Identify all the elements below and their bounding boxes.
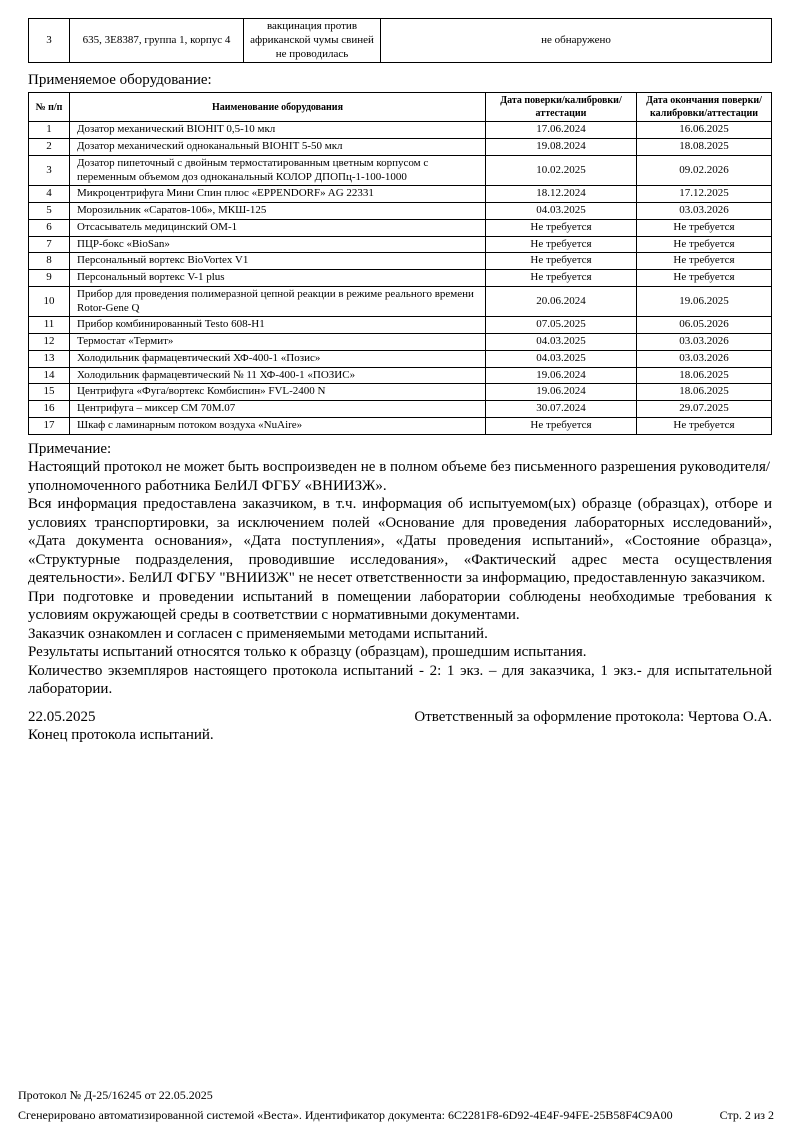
equipment-date-cell: 30.07.2024 — [486, 401, 637, 418]
equipment-date-end-cell: 17.12.2025 — [637, 186, 772, 203]
equipment-date-end-cell: 18.08.2025 — [637, 139, 772, 156]
equipment-row — [29, 186, 772, 203]
note-paragraph: Заказчик ознакомлен и согласен с применяемыми методами испытаний. — [28, 625, 488, 642]
equipment-num-cell: 14 — [29, 367, 70, 384]
note-paragraph: Количество экземпляров настоящего протокола испытаний - 2: 1 экз. – для заказчика, 1 экз.- для испытательной лаборатории. — [28, 662, 772, 697]
equipment-date-cell: 04.03.2025 — [486, 350, 637, 367]
equipment-row — [29, 334, 772, 351]
equipment-date-cell: Не требуется — [486, 270, 637, 287]
equipment-date-end-cell: 09.02.2026 — [637, 155, 772, 186]
equipment-date-end-cell: 03.03.2026 — [637, 203, 772, 220]
equipment-name-cell: Персональный вортекс V-1 plus — [70, 270, 486, 287]
equipment-num-cell: 17 — [29, 417, 70, 434]
column-header-date-end: Дата окончания поверки/калибровки/аттестации — [637, 93, 772, 122]
equipment-name-cell: Холодильник фармацевтический № 11 ХФ-400-1 «ПОЗИС» — [70, 367, 486, 384]
equipment-name-cell: ПЦР-бокс «BioSan» — [70, 236, 486, 253]
responsible-person: Ответственный за оформление протокола: Чертова О.А. — [414, 708, 772, 725]
equipment-date-end-cell: Не требуется — [637, 219, 772, 236]
equipment-date-cell: 18.12.2024 — [486, 186, 637, 203]
equipment-num-cell: 9 — [29, 270, 70, 287]
equipment-num-cell: 16 — [29, 401, 70, 418]
equipment-row — [29, 384, 772, 401]
test-result-cell: не обнаружено — [381, 19, 772, 63]
note-paragraph: При подготовке и проведении испытаний в помещении лаборатории соблюдены необходимые требования к условиям окружающей среды в соответствии с нормативными документами. — [28, 588, 772, 623]
equipment-date-cell: 04.03.2025 — [486, 334, 637, 351]
footer-page-number: Стр. 2 из 2 — [719, 1107, 774, 1122]
equipment-date-cell: 17.06.2024 — [486, 122, 637, 139]
equipment-row — [29, 286, 772, 317]
equipment-name-cell: Шкаф с ламинарным потоком воздуха «NuAire» — [70, 417, 486, 434]
equipment-name-cell: Прибор комбинированный Testo 608-H1 — [70, 317, 486, 334]
equipment-date-end-cell: 18.06.2025 — [637, 384, 772, 401]
equipment-row — [29, 401, 772, 418]
equipment-date-end-cell: Не требуется — [637, 417, 772, 434]
equipment-name-cell: Морозильник «Саратов-106», МКШ-125 — [70, 203, 486, 220]
equipment-num-cell: 8 — [29, 253, 70, 270]
equipment-date-cell: 19.06.2024 — [486, 384, 637, 401]
equipment-row — [29, 236, 772, 253]
footer-generated-text: Сгенерировано автоматизированной системой «Веста». Идентификатор документа: 6C2281F8-6D92-4E4F-94FE-25B58F4C9A00 — [18, 1107, 673, 1122]
equipment-row — [29, 122, 772, 139]
equipment-table — [28, 92, 772, 434]
footer-second-line — [18, 1108, 774, 1122]
equipment-date-end-cell: 18.06.2025 — [637, 367, 772, 384]
equipment-num-cell: 5 — [29, 203, 70, 220]
equipment-num-cell: 15 — [29, 384, 70, 401]
equipment-name-cell: Холодильник фармацевтический ХФ-400-1 «Позис» — [70, 350, 486, 367]
note-paragraph: Результаты испытаний относятся только к образцу (образцам), прошедшим испытания. — [28, 644, 587, 660]
footer-protocol-number: Протокол № Д-25/16245 от 22.05.2025 — [18, 1088, 213, 1103]
equipment-row — [29, 270, 772, 287]
equipment-name-cell: Термостат «Термит» — [70, 334, 486, 351]
equipment-num-cell: 13 — [29, 350, 70, 367]
equipment-num-cell: 3 — [29, 155, 70, 186]
equipment-date-end-cell: 06.05.2026 — [637, 317, 772, 334]
equipment-date-cell: 19.06.2024 — [486, 367, 637, 384]
equipment-date-end-cell: Не требуется — [637, 236, 772, 253]
equipment-section-heading: Применяемое оборудование: — [28, 72, 212, 89]
page-footer — [18, 1088, 774, 1122]
column-header-name: Наименование оборудования — [70, 93, 486, 122]
equipment-row — [29, 367, 772, 384]
equipment-num-cell: 10 — [29, 286, 70, 317]
equipment-date-cell: 04.03.2025 — [486, 203, 637, 220]
equipment-date-end-cell: 03.03.2026 — [637, 350, 772, 367]
equipment-num-cell: 12 — [29, 334, 70, 351]
column-header-date: Дата поверки/калибровки/аттестации — [486, 93, 637, 122]
equipment-row — [29, 417, 772, 434]
equipment-num-cell: 7 — [29, 236, 70, 253]
equipment-date-cell: Не требуется — [486, 236, 637, 253]
equipment-date-end-cell: Не требуется — [637, 253, 772, 270]
equipment-date-cell: Не требуется — [486, 417, 637, 434]
equipment-date-cell: Не требуется — [486, 253, 637, 270]
equipment-date-cell: 10.02.2025 — [486, 155, 637, 186]
note-paragraph: Настоящий протокол не может быть воспроизведен не в полном объеме без письменного разрешения руководителя/уполномоченного работника БелИЛ ФГБУ «ВНИИЗЖ». — [28, 459, 771, 494]
equipment-date-cell: 19.08.2024 — [486, 139, 637, 156]
equipment-name-cell: Дозатор механический одноканальный BIOHIT 5-50 мкл — [70, 139, 486, 156]
equipment-date-end-cell: 29.07.2025 — [637, 401, 772, 418]
sample-id-cell: 635, 3Е8387, группа 1, корпус 4 — [70, 19, 244, 63]
equipment-date-cell: Не требуется — [486, 219, 637, 236]
equipment-date-end-cell: 19.06.2025 — [637, 286, 772, 317]
results-table-continuation — [28, 18, 772, 63]
equipment-date-end-cell: 03.03.2026 — [637, 334, 772, 351]
equipment-row — [29, 317, 772, 334]
equipment-header-row — [29, 93, 772, 122]
equipment-row — [29, 219, 772, 236]
equipment-name-cell: Прибор для проведения полимеразной цепной реакции в режиме реального времени Rotor-Gene Q — [70, 286, 486, 317]
equipment-date-cell: 20.06.2024 — [486, 286, 637, 317]
equipment-name-cell: Дозатор механический BIOHIT 0,5-10 мкл — [70, 122, 486, 139]
results-table-row — [29, 19, 772, 63]
equipment-date-end-cell: Не требуется — [637, 270, 772, 287]
equipment-name-cell: Микроцентрифуга Мини Спин плюс «EPPENDORF» AG 22331 — [70, 186, 486, 203]
equipment-row — [29, 253, 772, 270]
end-of-protocol-line: Конец протокола испытаний. — [28, 727, 214, 743]
equipment-name-cell: Центрифуга – миксер СМ 70М.07 — [70, 401, 486, 418]
vaccination-info-cell: вакцинация против африканской чумы свиней не проводилась — [244, 19, 381, 63]
equipment-name-cell: Персональный вортекс BioVortex V1 — [70, 253, 486, 270]
equipment-date-end-cell: 16.06.2025 — [637, 122, 772, 139]
equipment-row — [29, 155, 772, 186]
equipment-row — [29, 350, 772, 367]
notes-heading: Примечание: — [28, 440, 112, 457]
equipment-row — [29, 203, 772, 220]
equipment-row — [29, 139, 772, 156]
equipment-num-cell: 4 — [29, 186, 70, 203]
row-number-cell: 3 — [29, 19, 70, 63]
signature-row — [28, 708, 772, 727]
equipment-name-cell: Дозатор пипеточный с двойным термостатированным цветным корпусом с переменным объемом доз одноканальный КОЛОР ДПОПц-1-100-1000 — [70, 155, 486, 186]
protocol-date: 22.05.2025 — [28, 708, 96, 725]
equipment-num-cell: 1 — [29, 122, 70, 139]
note-paragraph: Вся информация предоставлена заказчиком, в т.ч. информация об испытуемом(ых) образце (образцах), отборе и условиях транспортировки, за исключением полей «Основание для проведения лабораторных исследований», «Дата документа основания», «Дата поступления», «Даты проведения испытаний», «Состояние образца», «Структурные подразделения, проводившие исследования», «Фактический адрес места осуществления деятельности». БелИЛ ФГБУ "ВНИИЗЖ" не несет ответственности за информацию, предоставленную заказчиком. — [28, 496, 772, 586]
equipment-num-cell: 2 — [29, 139, 70, 156]
equipment-num-cell: 11 — [29, 317, 70, 334]
equipment-date-cell: 07.05.2025 — [486, 317, 637, 334]
equipment-num-cell: 6 — [29, 219, 70, 236]
equipment-name-cell: Центрифуга «Фуга/вортекс Комбиспин» FVL-2400 N — [70, 384, 486, 401]
column-header-num: № п/п — [29, 93, 70, 122]
equipment-name-cell: Отсасыватель медицинский ОМ-1 — [70, 219, 486, 236]
notes-section — [28, 440, 772, 699]
